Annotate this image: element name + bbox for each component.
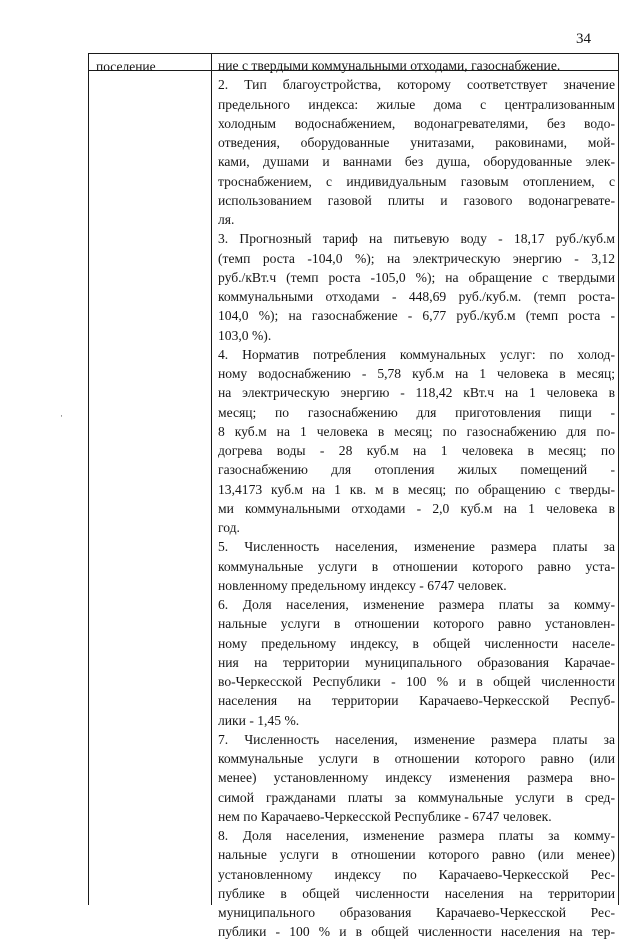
text-line: коммунальными отходами - 448,69 руб./куб.м. (темп роста- (218, 289, 615, 304)
text-line: ля. (218, 212, 235, 227)
text-line: 5. Численность населения, изменение размера платы за (218, 539, 615, 555)
text-line: руб./кВт.ч (темп роста -105,0 %); на обращение с твердыми (218, 269, 615, 285)
text-line: публике в общей численности населения на территории (218, 885, 615, 901)
text-line: 8 куб.м на 1 человека в месяц; по газоснабжению для по- (218, 423, 615, 439)
text-line: новленному предельному индексу - 6747 человек. (218, 577, 507, 593)
text-line: коммунальные услуги в отношении которого равно уста- (218, 558, 615, 574)
text-line: 7. Численность населения, изменение размера платы за (218, 731, 615, 747)
text-line: (темп роста -104,0 %); на электрическую энергию - 3,12 (218, 250, 615, 266)
text-line: ния на территории муниципального образования Карачае- (218, 654, 615, 670)
text-line: менее) установленному индексу изменения размера вно- (218, 770, 615, 786)
text-line: предельного индекса: жилые дома с централизованным (218, 96, 615, 112)
text-line: 8. Доля населения, изменение размера платы за комму- (218, 828, 615, 843)
text-line: во-Черкесской Республики - 100 % и в общей численности (218, 674, 615, 689)
text-line: 3. Прогнозный тариф на питьевую воду - 18,17 руб./куб.м (218, 231, 615, 247)
indicator-text-cell (218, 56, 615, 942)
text-line: нальные услуги в отношении которого равно (или менее) (218, 847, 615, 863)
text-line: отведения, оборудованные унитазами, раковинами, мой- (218, 135, 615, 150)
text-line: муниципального образования Карачаево-Черкесской Рес- (218, 905, 615, 920)
text-line: год. (218, 520, 240, 535)
text-line: установленному индексу по Карачаево-Черкесской Рес- (218, 866, 615, 882)
text-line: ками, душами и ваннами без душа, оборудованные элек- (218, 154, 615, 170)
text-line: ние с твердыми коммунальными отходами, газоснабжение. (218, 58, 561, 73)
text-line: коммунальные услуги в отношении которого равно (или (218, 751, 615, 766)
text-line: использованием газовой плиты и газового водонагревате- (218, 192, 615, 208)
text-line: на электрическую энергию - 118,42 кВт.ч на 1 человека в (218, 385, 615, 401)
text-line: публики - 100 % и в общей численности населения на тер- (218, 924, 615, 940)
text-line: 103,0 %). (218, 327, 272, 343)
page-number: 34 (576, 31, 591, 47)
text-line: населения на территории Карачаево-Черкесской Респуб- (218, 693, 615, 709)
text-line: 13,4173 куб.м на 1 кв. м в месяц; по обращению с тверды- (218, 481, 615, 497)
margin-mark: · (60, 411, 63, 421)
text-line: холодным водоснабжением, водонагревателями, без водо- (218, 115, 615, 131)
text-line: газоснабжению для отопления жилых помещений - (218, 462, 615, 478)
text-line: лики - 1,45 %. (218, 712, 300, 728)
text-line: 4. Норматив потребления коммунальных услуг: по холод- (218, 346, 615, 362)
document-table (88, 53, 619, 940)
text-line: ному предельному индексу, в общей численности населе- (218, 635, 615, 651)
text-line: нальные услуги в отношении которого равно установлен- (218, 616, 615, 632)
column-divider (211, 54, 212, 905)
settlement-type-cell: поселение (96, 59, 156, 74)
text-line: 104,0 %); на газоснабжение - 6,77 руб./куб.м (темп роста - (218, 308, 615, 324)
text-line: ми коммунальными отходами - 2,0 куб.м на 1 человека в (218, 500, 615, 516)
text-line: 6. Доля населения, изменение размера платы за комму- (218, 597, 615, 612)
text-line: нем по Карачаево-Черкесской Республике - 6747 человек. (218, 808, 552, 824)
text-line: симой гражданами платы за коммунальные услуги в сред- (218, 789, 615, 805)
text-line: 2. Тип благоустройства, которому соответствует значение (218, 77, 615, 93)
text-line: троснабжением, с индивидуальным газовым отоплением, с (218, 173, 615, 189)
text-line: месяц; по газоснабжению для приготовления пищи - (218, 404, 615, 420)
text-line: ному водоснабжению - 5,78 куб.м на 1 человека в месяц; (218, 366, 615, 381)
text-line: догрева воды - 28 куб.м на 1 человека в месяц; по (218, 443, 615, 458)
